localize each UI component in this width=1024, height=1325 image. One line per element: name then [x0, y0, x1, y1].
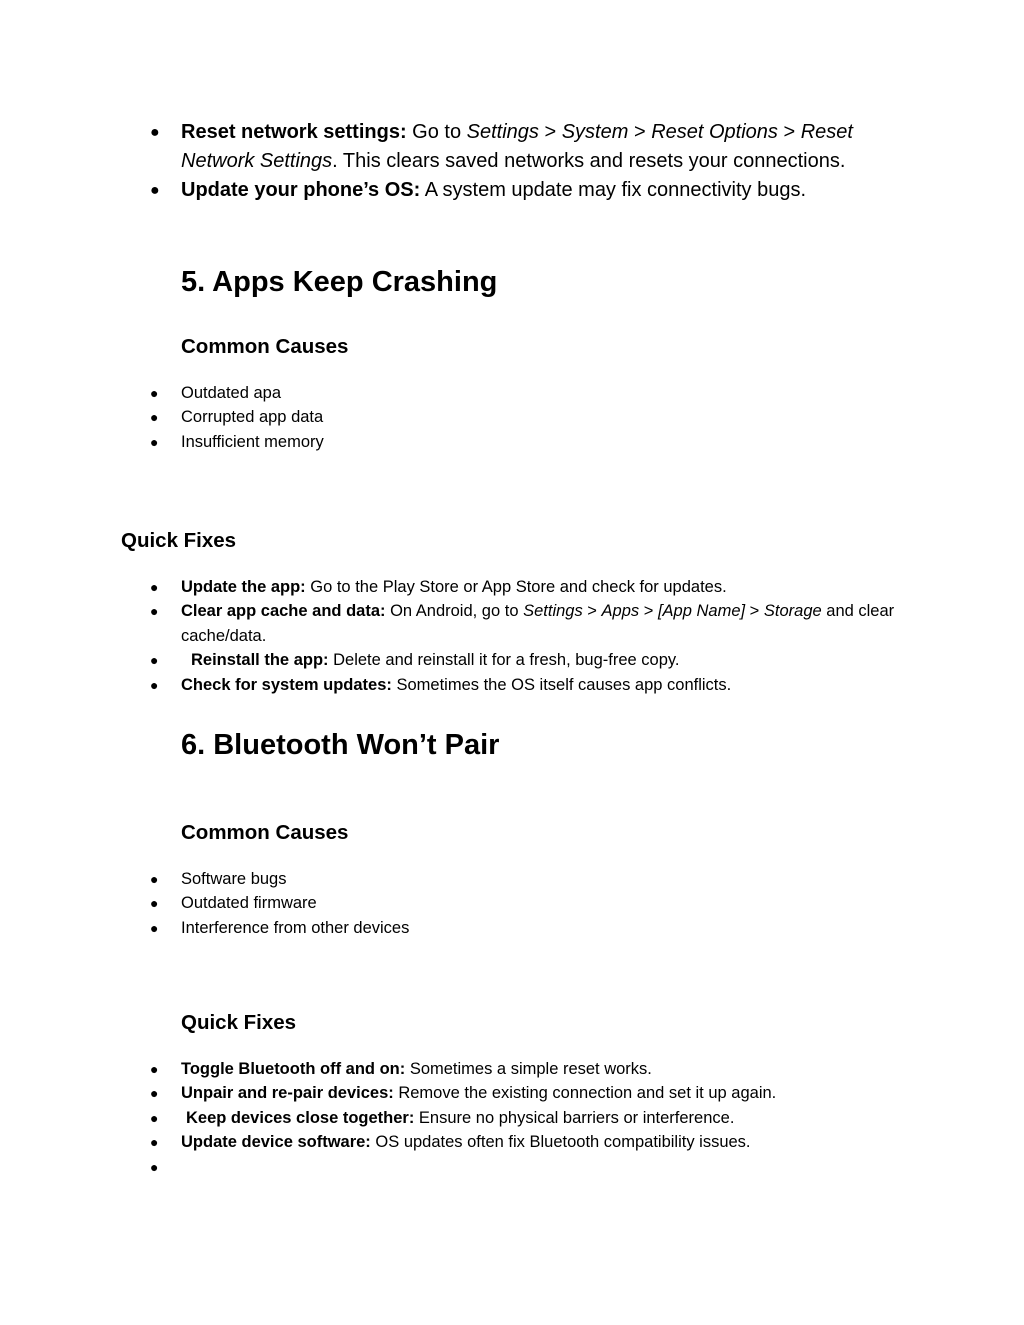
- bullet-icon: ●: [150, 895, 159, 912]
- subheading-quick-fixes: Quick Fixes: [121, 529, 237, 552]
- subheading-common-causes: Common Causes: [181, 335, 349, 358]
- settings-path-segment: Settings: [466, 121, 539, 143]
- list-item: [0, 381, 901, 405]
- subheading-common-causes: Common Causes: [181, 821, 349, 844]
- path-separator: >: [538, 121, 562, 143]
- bullet-icon: ●: [150, 871, 159, 887]
- bullet-icon: ●: [150, 676, 159, 693]
- fix-label: Reset network settings:: [181, 121, 407, 143]
- bullet-icon: ●: [150, 1109, 159, 1126]
- bullet-icon: ●: [150, 1158, 159, 1175]
- fix-text: Delete and reinstall it for a fresh, bug-free copy.: [328, 651, 680, 670]
- fix-label: Update device software:: [181, 1133, 371, 1152]
- causes-list: [0, 381, 901, 454]
- cause-text: Outdated apa: [181, 384, 281, 402]
- path-separator: >: [745, 602, 764, 621]
- list-item: [0, 1081, 901, 1105]
- fix-text: OS updates often fix Bluetooth compatibility issues.: [370, 1133, 751, 1152]
- list-item: [0, 891, 901, 915]
- quick-fixes-list: [0, 1057, 901, 1179]
- settings-path-segment: [App Name]: [657, 602, 746, 621]
- list-item: [0, 867, 901, 891]
- fix-text: and clear cache/data.: [181, 602, 895, 645]
- bullet-icon: ●: [150, 919, 159, 936]
- list-item: [0, 1106, 901, 1130]
- section-heading: 5. Apps Keep Crashing: [181, 266, 498, 298]
- settings-path-segment: Apps: [601, 602, 640, 621]
- cause-text: Corrupted app data: [181, 408, 324, 427]
- fix-text: Sometimes the OS itself causes app conflicts.: [391, 675, 732, 694]
- list-item: [0, 599, 901, 648]
- list-item: [0, 1057, 901, 1081]
- list-item: [0, 176, 901, 205]
- list-item: [0, 916, 901, 940]
- fix-label: Clear app cache and data:: [181, 602, 386, 621]
- settings-path-segment: Reset Network Settings: [181, 121, 853, 172]
- path-separator: >: [777, 121, 801, 143]
- bullet-icon: ●: [150, 603, 159, 620]
- settings-path-segment: System: [561, 121, 629, 143]
- fix-label: Update your phone’s OS:: [181, 179, 421, 201]
- path-separator: >: [628, 121, 652, 143]
- network-fixes-list: [0, 118, 901, 205]
- fix-text: Go to: [406, 121, 467, 143]
- cause-text: Software bugs: [181, 870, 287, 888]
- bullet-icon: ●: [150, 409, 159, 426]
- bullet-icon: ●: [150, 1085, 159, 1102]
- bullet-icon: ●: [150, 182, 160, 199]
- fix-label: Update the app:: [181, 578, 306, 596]
- bullet-icon: ●: [150, 433, 159, 450]
- fix-label: Reinstall the app:: [191, 651, 329, 670]
- bullet-icon: ●: [150, 124, 160, 141]
- list-item: [0, 405, 901, 429]
- causes-list: [0, 867, 901, 940]
- settings-path-segment: Storage: [763, 602, 822, 621]
- fix-text: A system update may fix connectivity bugs.: [420, 179, 807, 201]
- path-separator: >: [639, 602, 658, 621]
- fix-text: Ensure no physical barriers or interference.: [414, 1108, 735, 1127]
- list-item: [0, 118, 901, 176]
- fix-text: Go to the Play Store or App Store and check for updates.: [305, 578, 727, 596]
- fix-label: Toggle Bluetooth off and on:: [181, 1060, 406, 1078]
- quick-fixes-list: [0, 575, 901, 697]
- fix-text: Remove the existing connection and set it up again.: [393, 1084, 777, 1103]
- bullet-icon: ●: [150, 579, 159, 595]
- fix-text: . This clears saved networks and resets your connections.: [332, 150, 846, 172]
- list-item: [0, 430, 901, 454]
- settings-path-segment: Settings: [523, 602, 583, 621]
- fix-text: On Android, go to: [385, 602, 524, 621]
- cause-text: Interference from other devices: [181, 918, 410, 937]
- settings-path-segment: Reset Options: [651, 121, 778, 143]
- list-item-empty: [0, 1155, 901, 1179]
- subheading-quick-fixes: Quick Fixes: [181, 1011, 297, 1034]
- fix-text: Sometimes a simple reset works.: [405, 1060, 652, 1078]
- fix-label: Unpair and re-pair devices:: [181, 1084, 394, 1103]
- bullet-icon: ●: [150, 652, 159, 669]
- cause-text: Outdated firmware: [181, 894, 317, 913]
- cause-text: Insufficient memory: [181, 432, 324, 451]
- section-heading: 6. Bluetooth Won’t Pair: [181, 729, 500, 761]
- list-item: [0, 673, 901, 697]
- fix-label: Keep devices close together:: [186, 1108, 415, 1127]
- list-item: [0, 575, 901, 599]
- bullet-icon: ●: [150, 1061, 159, 1077]
- bullet-icon: ●: [150, 1134, 159, 1151]
- bullet-icon: ●: [150, 385, 159, 401]
- fix-label: Check for system updates:: [181, 675, 392, 694]
- path-separator: >: [582, 602, 602, 621]
- list-item: [0, 648, 901, 672]
- list-item: [0, 1130, 901, 1154]
